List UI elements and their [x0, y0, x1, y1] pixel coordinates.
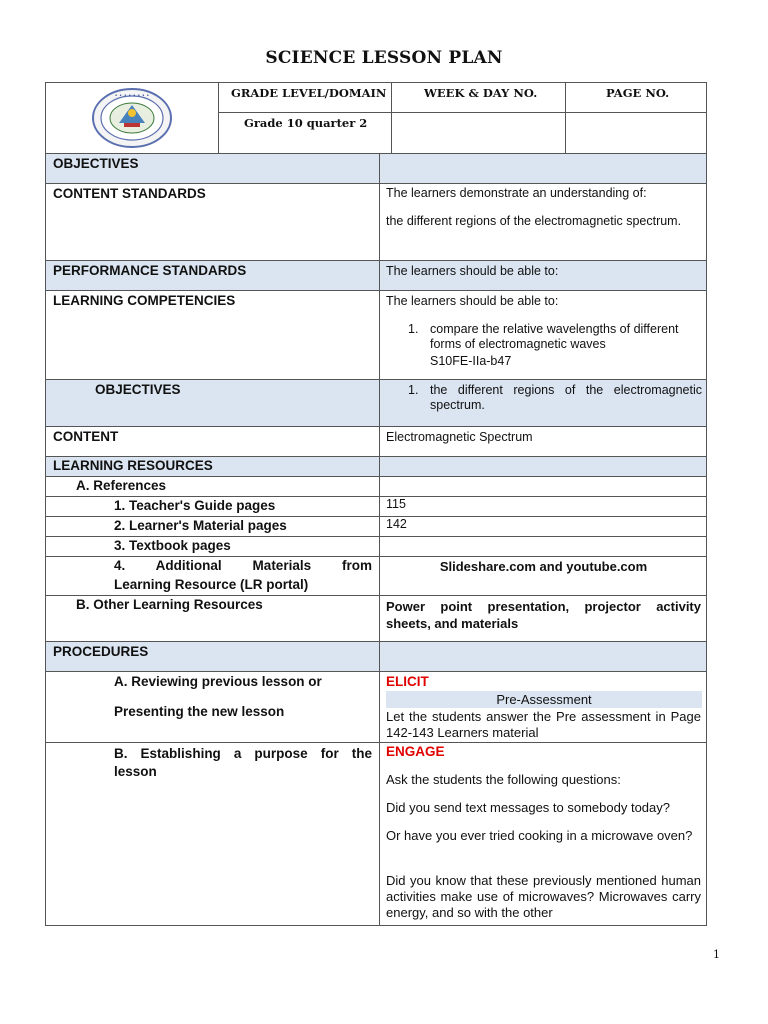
learning-competencies-intro: The learners should be able to:: [386, 294, 559, 308]
purpose-paragraph-1: Ask the students the following questions:: [386, 772, 621, 787]
row-content: [46, 426, 706, 456]
learners-material-pages: 142: [386, 517, 407, 531]
objectives-label: OBJECTIVES: [95, 382, 181, 397]
row-references: [46, 476, 706, 496]
reviewing-label-line1: A. Reviewing previous lesson or: [114, 674, 322, 689]
header-table: [45, 82, 707, 154]
objectives-item-number: 1.: [408, 383, 419, 397]
learning-competencies-code: S10FE-IIa-b47: [430, 354, 512, 368]
row-establishing-purpose: [46, 742, 706, 926]
additional-materials-label-line1: 4. Additional Materials from: [114, 558, 372, 573]
row-learning-resources: [46, 456, 706, 476]
learners-material-label: 2. Learner's Material pages: [114, 518, 287, 533]
content-label: CONTENT: [53, 429, 119, 444]
elicit-tag: ELICIT: [386, 674, 429, 689]
row-content-standards: [46, 183, 706, 260]
content-standards-line1: The learners demonstrate an understanding of:: [386, 186, 647, 200]
procedures-header: PROCEDURES: [53, 644, 149, 659]
engage-tag: ENGAGE: [386, 744, 445, 759]
content-standards-line2: the different regions of the electromagnetic spectrum.: [386, 214, 682, 228]
purpose-paragraph-3: Or have you ever tried cooking in a microwave oven?: [386, 828, 693, 843]
row-reviewing-lesson: [46, 671, 706, 742]
row-learning-competencies: [46, 290, 706, 379]
teachers-guide-pages: 115: [386, 497, 406, 511]
references-label: A. References: [76, 478, 167, 493]
purpose-label: B. Establishing a purpose for the lesson: [114, 746, 372, 779]
content-value: Electromagnetic Spectrum: [386, 430, 533, 444]
textbook-label: 3. Textbook pages: [114, 538, 231, 553]
performance-standards-label: PERFORMANCE STANDARDS: [53, 263, 247, 278]
row-objectives-header: [46, 153, 706, 183]
header-grade-value: Grade 10 quarter 2: [218, 112, 391, 153]
header-page-no: PAGE NO.: [565, 83, 706, 153]
learning-competencies-label: LEARNING COMPETENCIES: [53, 293, 236, 308]
content-standards-label: CONTENT STANDARDS: [53, 186, 206, 201]
row-textbook: [46, 536, 706, 556]
deped-seal-icon: [46, 83, 218, 153]
header-grade-level-domain: GRADE LEVEL/DOMAIN: [218, 83, 391, 112]
learning-resources-label: LEARNING RESOURCES: [53, 458, 213, 473]
lesson-plan-table: [45, 153, 707, 926]
objectives-header: OBJECTIVES: [53, 156, 139, 171]
svg-text:• • • • • • • •: • • • • • • • •: [114, 93, 150, 99]
reviewing-label-line2: Presenting the new lesson: [114, 704, 285, 719]
row-additional-materials: [46, 556, 706, 595]
header-week-day: WEEK & DAY NO.: [391, 83, 565, 153]
row-performance-standards: [46, 260, 706, 290]
row-objectives: [46, 379, 706, 426]
pre-assessment-text: Let the students answer the Pre assessment in Page 142-143 Learners material: [386, 709, 701, 740]
performance-standards-value: The learners should be able to:: [386, 264, 559, 278]
learning-competencies-item: compare the relative wavelengths of different forms of electromagnetic waves: [430, 322, 679, 351]
row-other-resources: [46, 595, 706, 641]
document-title: SCIENCE LESSON PLAN: [265, 48, 503, 68]
learning-competencies-item-number: 1.: [408, 322, 419, 336]
objectives-item: the different regions of the electromagnetic spectrum.: [430, 383, 702, 412]
pre-assessment-label: Pre-Assessment: [386, 691, 702, 708]
purpose-paragraph-2: Did you send text messages to somebody today?: [386, 800, 670, 815]
page-number: 1: [713, 948, 720, 961]
purpose-paragraph-4: Did you know that these previously mentioned human activities make use of microwaves? Microwaves carry energy, and so with the other: [386, 873, 701, 920]
additional-materials-label-line2: Learning Resource (LR portal): [114, 577, 309, 592]
other-resources-label: B. Other Learning Resources: [76, 597, 263, 612]
additional-materials-value: Slideshare.com and youtube.com: [439, 559, 648, 574]
teachers-guide-label: 1. Teacher's Guide pages: [114, 498, 276, 513]
row-learners-material: [46, 516, 706, 536]
row-teachers-guide: [46, 496, 706, 516]
row-procedures-header: [46, 641, 706, 671]
other-resources-value: Power point presentation, projector activity sheets, and materials: [386, 599, 701, 631]
